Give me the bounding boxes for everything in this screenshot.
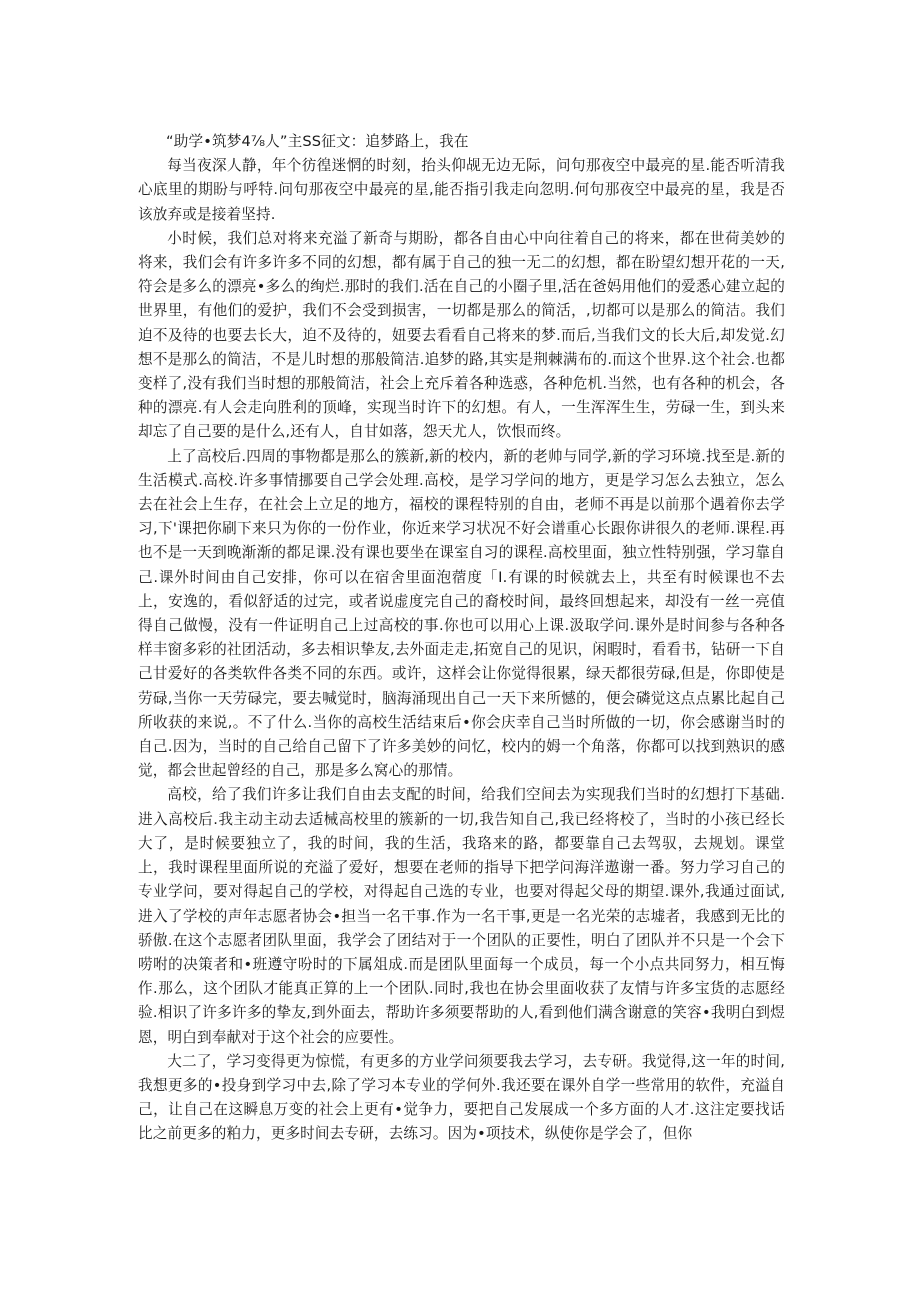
paragraph-university: 上了高校后.四周的事物都是那么的簇新,新的校内，新的老帅与同学,新的学习环境.找至是.新的生活模式.高校.许多事情挪要自己学会处理.高校，是学习学问的地方，更是学习怎么去独立，怎么去在社会上生存，在社会上立足的地方，福校的课程特别的自由，老师不再是以前那个遇着你去学习,下'课把你刷下来只为你的一份作业，你近来学习状况不好会谱重心长跟你讲很久的老师.课程.再也不是一天到晚渐渐的都足课.没有课也要坐在课室自习的课程.高校里面，独立性特别强，学习靠自己.课外时间由自己安排，你可以在宿舍里面泡蓿度「I.有课的时候就去上，共至有时候课也不去上，安逸的，看似舒适的过完，或者说虚度完自己的裔校时间，最终回想起来，却没有一丝一亮值得自己做慢，没有一件证明自己上过高校的事.你也可以用心上课.汲取学问.课外是时间参与各种各样丰窗多彩的社团活动，多去相识挚友,去外面走走,拓宽自己的见识，闲暇时，看看书，钻研一下自己甘爱好的各类软件各类不同的东西。或许，这样会让你觉得很累，绿天都很劳碌,但是，你即使是劳碌,当你一天劳碌完，要去喊觉时，脑海涌现出自己一天下来所憾的，便会磷觉这点点累比起自己所收获的来说,。不了什么.当你的高校生活结束后•你会庆幸自己当时所做的一切，你会感谢当时的自己.因为，当时的自己给自己留下了许多美妙的问忆，校内的姆一个角落，你都可以找到熟识的感觉，都会世起曾经的自己，那是多么窝心的那情。 [138,447,785,780]
paragraph-sophomore: 大二了，学习变得更为惊慌，有更多的方业学问须要我去学习，去专研。我觉得,这一年的时间,我想更多的•投身到学习中去,除了学习本专业的学何外.我还要在课外自学一些常用的软件，充溢自己，让自己在这瞬息万变的社会上更有•觉争力，要把自己发展成一个多方面的人才.这注定要找话比之前更多的粕力，更多时间去专研，去练习。因为•项技术，纵使你是学会了，但你 [138,1052,785,1143]
document-title: “助学•筑梦4⅞人”主SS征文：追梦路上，我在 [166,133,469,150]
paragraph-volunteer: 高校，给了我们许多让我们自由去支配的时间，给我们空间去为实现我们当时的幻想打下基础.进入高校后.我主动主动去适械高校里的簇新的一切,我告知自己,我已经将校了，当时的小孩已经长大了，是时候要独立了，我的时间，我的生活，我珞来的路，都要靠自己去驾驭，去规划。课堂上，我时课程里面所说的充溢了爱好，想要在老师的指导下把学问海洋遨谢一番。努力学习自己的专业学问，要对得起自己的学校，对得起自己选的专业，也要对得起父母的期望.课外,我通过面试,进入了学校的声年志愿者协会•担当一名干事.作为一名干事,更是一名光荣的志墟者，我感到无比的骄傲.在这个志愿者团队里面，我学会了团结对于一个团队的正要性，明白了团队并不只是一个会下唠咐的决策者和•班遵守吩时的下属俎成.而是团队里面每一个成员，每一个小点共同努力，相互悔作.那么，这个团队才能真正算的上一个团队.同时,我也在协会里面收获了友情与许多宝货的志愿经验.相识了许多许多的挚友,到外面去，帮助许多须要帮助的人,看到他们满含谢意的笑容•我明白到煜恩，明白到奉献对于这个社会的应要性。 [138,786,785,1046]
document-body [138,130,785,1147]
paragraph-night-sky: 每当夜深人静，年个彷徨迷惘的时刻，抬头仰觇无边无际，问句那夜空中最亮的星.能否听清我心底里的期盼与呼特.问句那夜空中最亮的星,能否指引我走向忽明.何句那夜空中最亮的星，我是否该放弃或是接着坚持. [138,157,785,223]
paragraph-childhood: 小时候，我们总对将来充溢了新奇与期盼，都各自由心中向往着自己的将来，都在世荷美妙的将来，我们会有许多许多不同的幻想，都有属于自己的独一无二的幻想，都在盼望幻想开花的一天,符会是多么的漂亮•多么的绚烂.那时的我们.活在自己的小圈子里,活在爸妈用他们的爱悉心建立起的世界里，有他们的爱护，我们不会受到损害，一切都是那么的简活，,切都可以是那么的简洁。我们迫不及待的也要去长大，迫不及待的，妞要去看看自己将来的梦.而后,当我们文的长大后,却发觉.幻想不是那么的简洁，不是儿时想的那般简洁.追梦的路,其实是荆棘满布的.而这个世界.这个社会.也都变样了,没有我们当时想的那般简洁，社会上充斥着各种选惑，各种危机.当然，也有各种的机会，各种的漂亮.有人会走向胜利的顶峰，实现当时许下的幻想。有人，一生浑浑生生，劳碌一生，到头来却忘了自己要的是什么,还有人，自甘如落，怨天尤人，饮恨而终。 [138,229,785,441]
